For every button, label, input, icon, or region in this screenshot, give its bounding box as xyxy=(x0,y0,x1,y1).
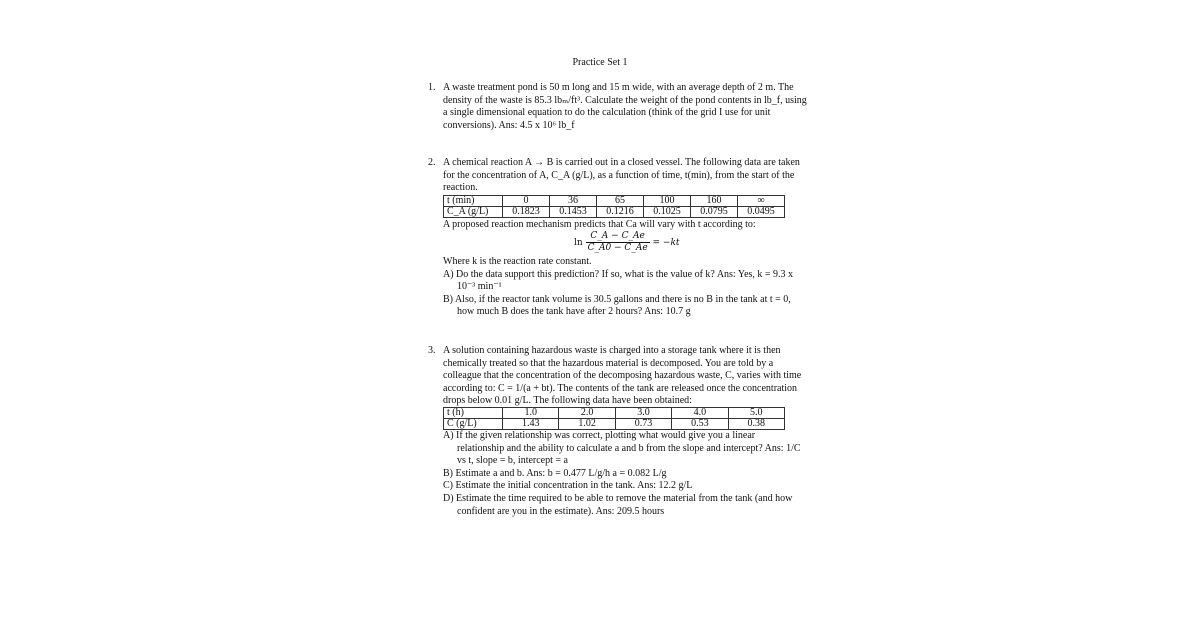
problem-1-number: 1. xyxy=(428,82,436,93)
problem-2-number: 2. xyxy=(428,157,436,168)
table-cell: 0.38 xyxy=(728,419,784,430)
question-2a-cont: 10⁻³ min⁻¹ xyxy=(457,281,502,293)
table-cell: 1.43 xyxy=(503,419,559,430)
problem-2-line: reaction. xyxy=(443,182,478,194)
equation-ln: ln xyxy=(574,238,583,248)
problem-3-number: 3. xyxy=(428,345,436,356)
table-cell: 1.0 xyxy=(503,408,559,419)
table-cell: t (h) xyxy=(444,408,503,419)
question-2a: A) Do the data support this prediction? If so, what is the value of k? Ans: Yes, k = 9.3 x xyxy=(443,268,794,280)
question-3c: C) Estimate the initial concentration in the tank. Ans: 12.2 g/L xyxy=(443,480,693,492)
question-3a-cont: vs t, slope = b, intercept = a xyxy=(457,455,568,467)
question-3a: A) If the given relationship was correct, plotting what would give you a linear xyxy=(443,430,756,441)
table-cell: 65 xyxy=(597,196,644,207)
table-cell: 5.0 xyxy=(728,408,784,419)
question-3d: D) Estimate the time required to be able to remove the material from the tank (and how xyxy=(443,492,793,504)
table-cell: 0.0495 xyxy=(738,207,785,218)
page-title: Practice Set 1 xyxy=(572,57,628,68)
problem-1-text xyxy=(443,82,807,132)
problem-1-line: conversions). Ans: 4.5 x 10⁶ lb_f xyxy=(443,119,575,131)
table-cell: 36 xyxy=(550,196,597,207)
table-cell: 4.0 xyxy=(672,408,728,419)
table-row xyxy=(444,207,785,218)
problem-1-line: density of the waste is 85.3 lbₘ/ft³. Calculate the weight of the pond contents in lb_f, using xyxy=(443,94,807,106)
problem-3-questions xyxy=(443,430,801,518)
question-3b: B) Estimate a and b. Ans: b = 0.477 L/g/h a = 0.082 L/g xyxy=(443,467,667,479)
table-cell: 0.1216 xyxy=(597,207,644,218)
problem-2-line: A chemical reaction A → B is carried out in a closed vessel. The following data are taken xyxy=(443,157,800,168)
problem-2-line: for the concentration of A, C_A (g/L), as a function of time, t(min), from the start of the xyxy=(443,169,795,181)
problem-1-line: a single dimensional equation to do the calculation (think of the grid I use for unit xyxy=(443,107,771,119)
table-cell: ∞ xyxy=(738,196,785,207)
problem-3-line: chemically treated so that the hazardous material is decomposed. You are told by a xyxy=(443,357,774,369)
table-cell: 0.1453 xyxy=(550,207,597,218)
table-row xyxy=(444,408,785,419)
problem-3-line: colleague that the concentration of the decomposing hazardous waste, C, varies with time xyxy=(443,370,802,382)
table-row xyxy=(444,196,785,207)
where-text: Where k is the reaction rate constant. xyxy=(443,256,592,267)
question-3a-cont: relationship and the ability to calculate a and b from the slope and intercept? Ans: 1/C xyxy=(457,442,801,454)
table-cell: 3.0 xyxy=(615,408,671,419)
rate-equation xyxy=(574,231,680,254)
problem-2-questions xyxy=(443,256,794,319)
equation-numerator: C_A − C_Ae xyxy=(586,231,650,243)
concentration-hours-table xyxy=(443,407,785,430)
problem-1-line: A waste treatment pond is 50 m long and 15 m wide, with an average depth of 2 m. The xyxy=(443,82,794,93)
problem-3-line: A solution containing hazardous waste is charged into a storage tank where it is then xyxy=(443,345,781,356)
question-3d-cont: confident are you in the estimate). Ans: 209.5 hours xyxy=(457,505,665,517)
table-cell: C_A (g/L) xyxy=(444,207,503,218)
equation-rhs: = −kt xyxy=(652,238,680,248)
concentration-time-table xyxy=(443,195,785,218)
problem-2-after-table: A proposed reaction mechanism predicts that Ca will vary with t according to: xyxy=(443,219,756,230)
table-cell: 160 xyxy=(691,196,738,207)
problem-3-line: drops below 0.01 g/L. The following data have been obtained: xyxy=(443,395,692,407)
problem-3-line: according to: C = 1/(a + bt). The contents of the tank are released once the concentration xyxy=(443,382,798,394)
question-2b-cont: how much B does the tank have after 2 hours? Ans: 10.7 g xyxy=(457,306,691,318)
table-cell: t (min) xyxy=(444,196,503,207)
table-cell: 1.02 xyxy=(559,419,615,430)
table-cell: 0.0795 xyxy=(691,207,738,218)
table-cell: 0.53 xyxy=(672,419,728,430)
table-cell: 0.1823 xyxy=(503,207,550,218)
problem-3-text xyxy=(443,345,802,408)
table-cell: 0 xyxy=(503,196,550,207)
question-2b: B) Also, if the reactor tank volume is 30.5 gallons and there is no B in the tank at t = 0, xyxy=(443,293,791,305)
equation-denominator: C_A0 − C_Ae xyxy=(587,243,648,253)
table-cell: C (g/L) xyxy=(444,419,503,430)
table-cell: 0.73 xyxy=(615,419,671,430)
problem-2-text xyxy=(443,157,800,195)
equation-fraction xyxy=(586,231,650,254)
table-cell: 0.1025 xyxy=(644,207,691,218)
table-cell: 100 xyxy=(644,196,691,207)
table-cell: 2.0 xyxy=(559,408,615,419)
table-row xyxy=(444,419,785,430)
